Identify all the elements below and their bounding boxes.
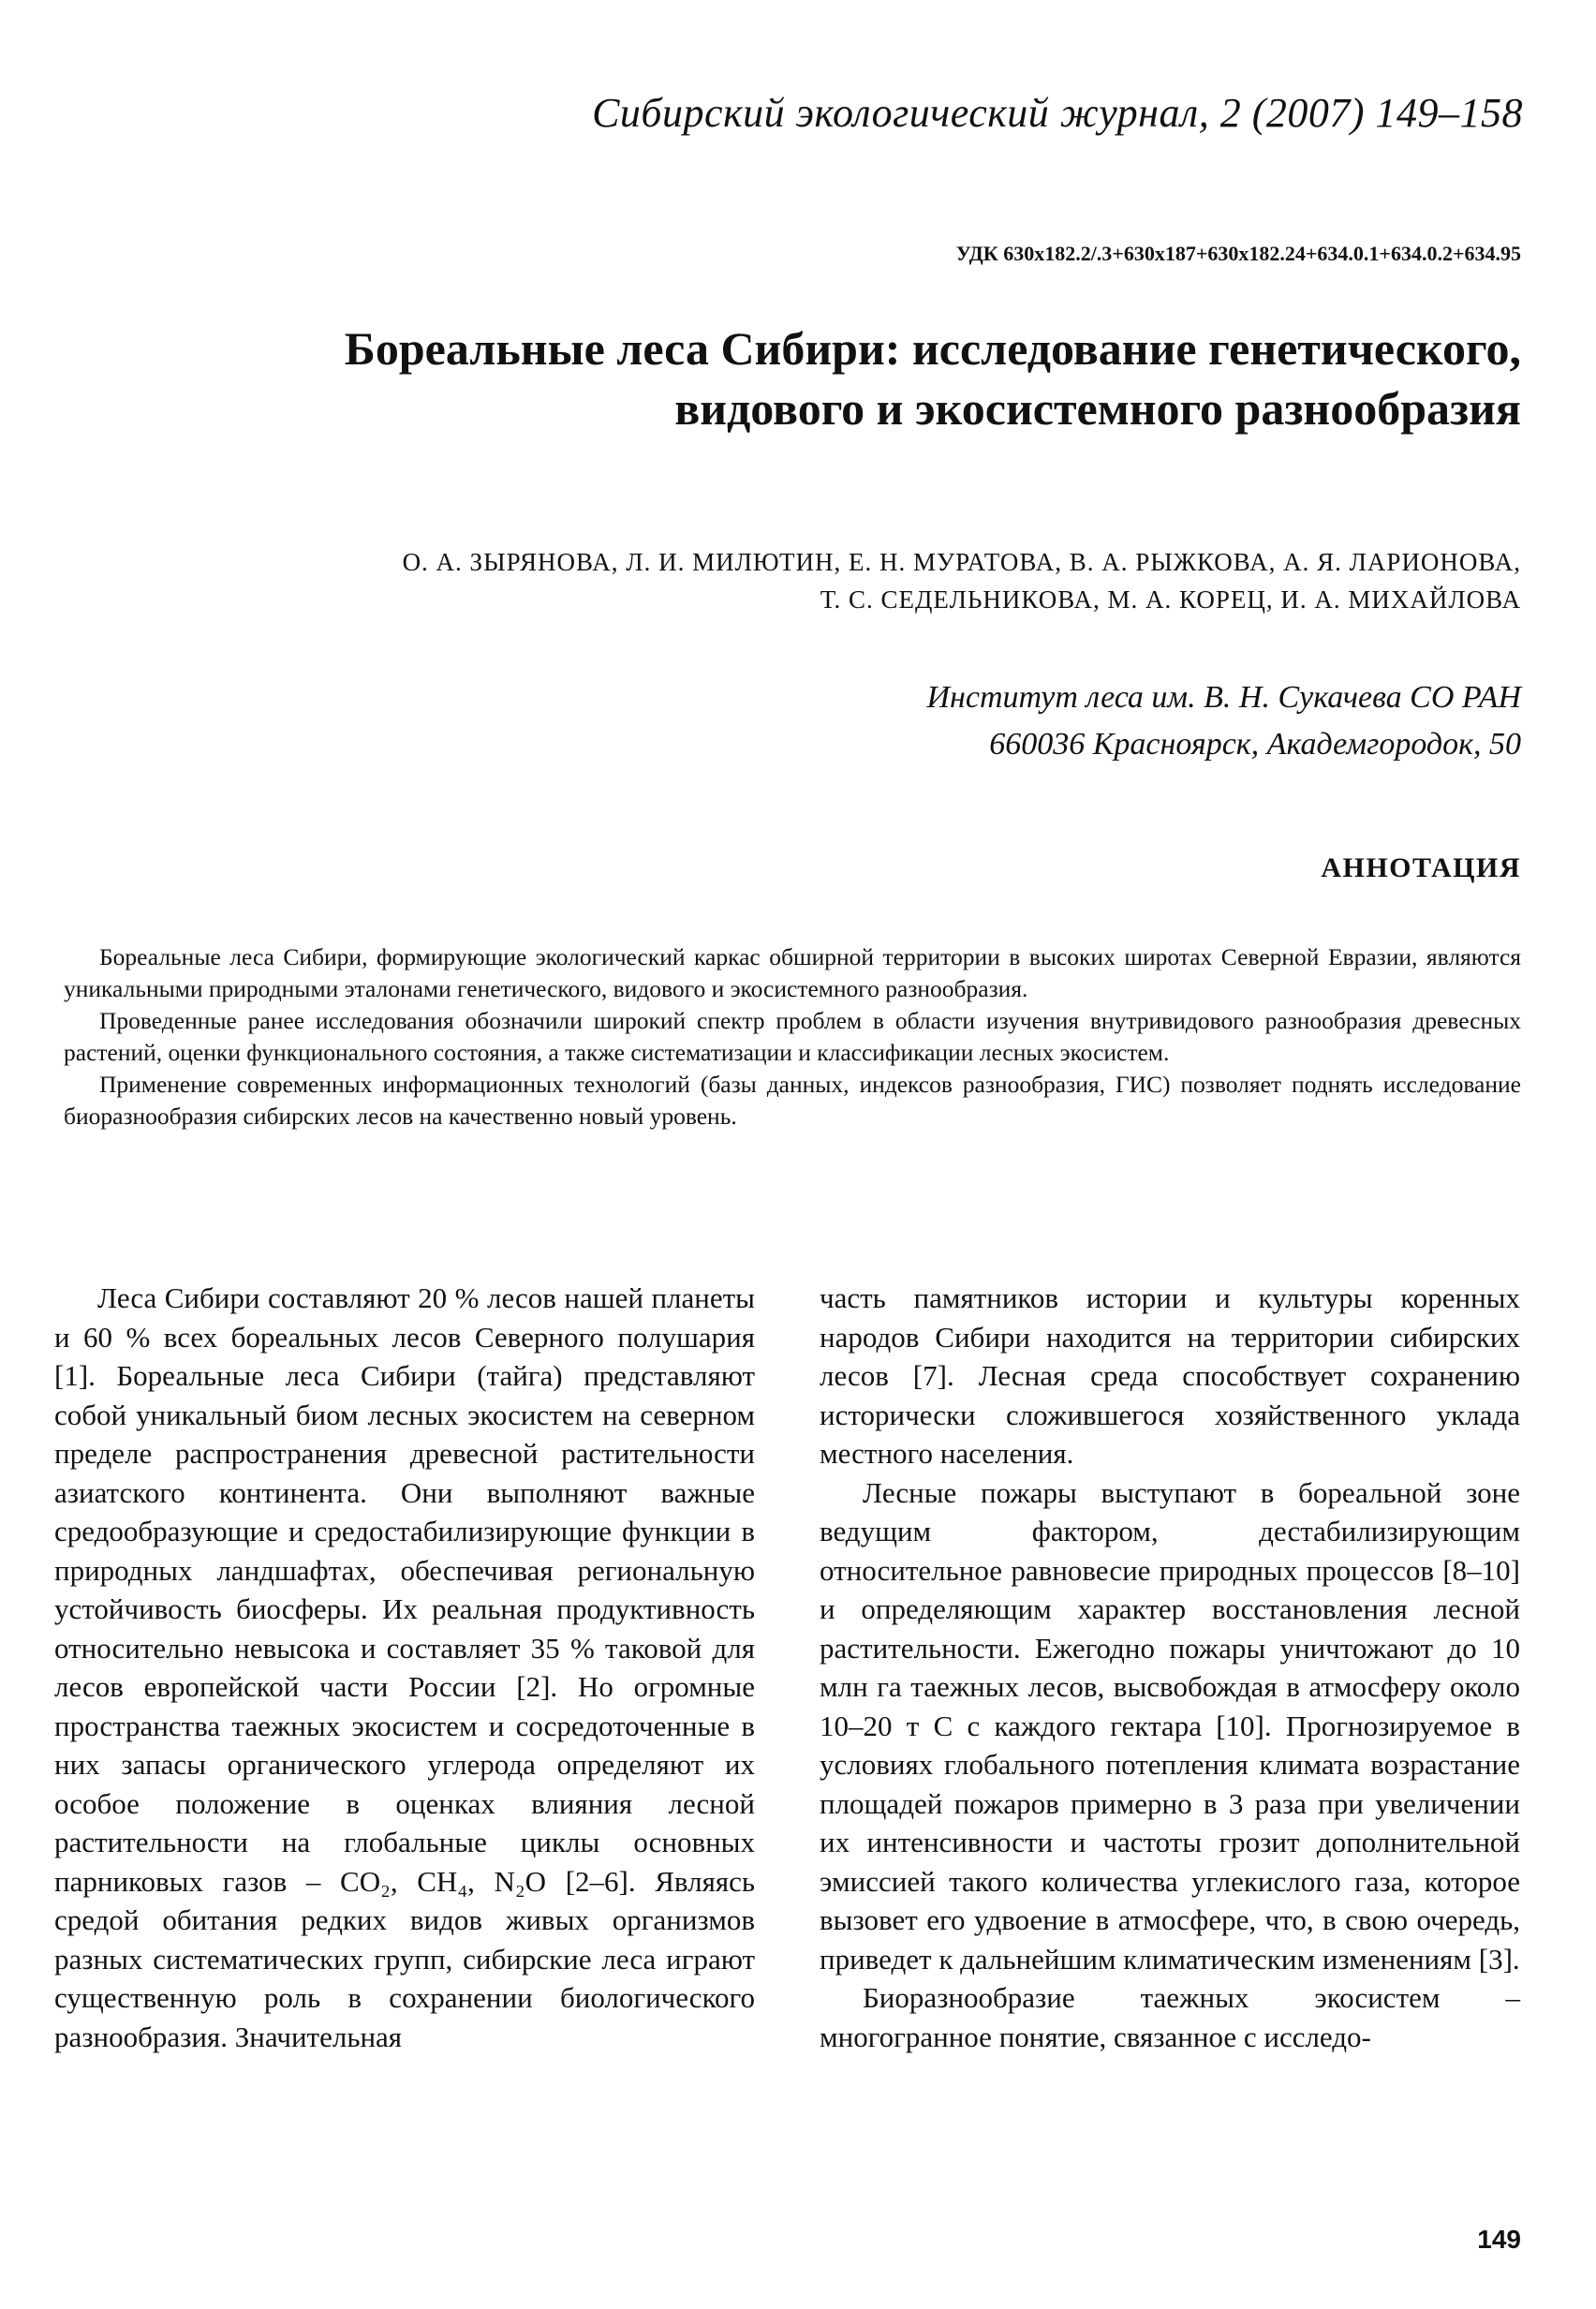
abstract-paragraph: Проведенные ранее исследования обозначили широкий спектр проблем в области изучения внутривидового разнообразия древесных растений, оценки функционального состояния, а также систематизации и классификации лесных экосистем.: [64, 1007, 1521, 1066]
abstract-heading: АННОТАЦИЯ: [1321, 852, 1521, 883]
body-paragraph: Леса Сибири составляют 20 % лесов нашей планеты и 60 % всех бореальных лесов Северного полушария [1]. Бореальные леса Сибири (тайга) представляют собой уникальный биом лесных экосистем на северном пределе распространения древесной растительности азиатского континента. Они выполняют важные средообразующие и средостабилизирующие функции в природных ландшафтах, обеспечивая региональную устойчивость биосферы. Их реальная продуктивность относительно невысока и составляет 35 % таковой для лесов европейской части России [2]. Но огромные пространства таежных экосистем и сосредоточенные в них запасы органического углерода определяют их особое положение в оценках влияния лесной растительности на глобальные циклы основных парниковых газов – CO₂, CH₄, N₂O [2–6]. Являясь средой обитания редких видов живых организмов разных систематических групп, сибирские леса играют существенную роль в сохранении биологического разнообразия. Значительная: [54, 1281, 755, 2053]
article-title: [116, 318, 1521, 438]
page-number: 149: [1477, 2225, 1521, 2254]
author-line-1: О. А. ЗЫРЯНОВА, Л. И. МИЛЮТИН, Е. Н. МУРАТОВА, В. А. РЫЖКОВА, А. Я. ЛАРИОНОВА,: [402, 548, 1521, 576]
body-paragraph: Биоразнообразие таежных экосистем – многогранное понятие, связанное с исследо-: [820, 1981, 1520, 2053]
affiliation-address: 660036 Красноярск, Академгородок, 50: [989, 727, 1521, 762]
abstract-paragraph: Бореальные леса Сибири, формирующие экологический каркас обширной территории в высоких широтах Северной Евразии, являются уникальными природными эталонами генетического, видового и экосистемного разнообразия.: [64, 943, 1521, 1002]
abstract-paragraph: Применение современных информационных технологий (базы данных, индексов разнообразия, ГИС) позволяет поднять исследование биоразнообразия сибирских лесов на качественно новый уровень.: [64, 1071, 1521, 1130]
body-column-right: [820, 1279, 1520, 2056]
affiliation-institute: Институт леса им. В. Н. Сукачева СО РАН: [926, 680, 1521, 715]
author-line-2: Т. С. СЕДЕЛЬНИКОВА, М. А. КОРЕЦ, И. А. МИХАЙЛОВА: [820, 585, 1521, 614]
body-paragraph-continuation: часть памятников истории и культуры коренных народов Сибири находится на территории сибирских лесов [7]. Лесная среда способствует сохранению исторически сложившегося хозяйственного уклада местного населения.: [820, 1281, 1520, 1470]
journal-header: Сибирский экологический журнал, 2 (2007) 149–158: [592, 90, 1523, 136]
body-paragraph: Лесные пожары выступают в бореальной зоне ведущим фактором, дестабилизирующим относительное равновесие природных процессов [8–10] и определяющим характер восстановления лесной растительности. Ежегодно пожары уничтожают до 10 млн га таежных лесов, высвобождая в атмосферу около 10–20 т С с каждого гектара [10]. Прогнозируемое в условиях глобального потепления климата возрастание площадей пожаров примерно в 3 раза при увеличении их интенсивности и частоты грозит дополнительной эмиссией такого количества углекислого газа, которое вызовет его удвоение в атмосфере, что, в свою очередь, приведет к дальнейшим климатическим изменениям [3].: [820, 1475, 1520, 1976]
article-title-line-1: Бореальные леса Сибири: исследование генетического,: [344, 322, 1521, 375]
article-title-line-2: видового и экосистемного разнообразия: [674, 382, 1521, 435]
udk-code: УДК 630х182.2/.3+630х187+630х182.24+634.0.1+634.0.2+634.95: [955, 242, 1521, 265]
author-list: [116, 543, 1521, 618]
body-column-left: [54, 1279, 755, 2056]
affiliation: [397, 674, 1521, 768]
abstract-body: [64, 941, 1521, 1132]
